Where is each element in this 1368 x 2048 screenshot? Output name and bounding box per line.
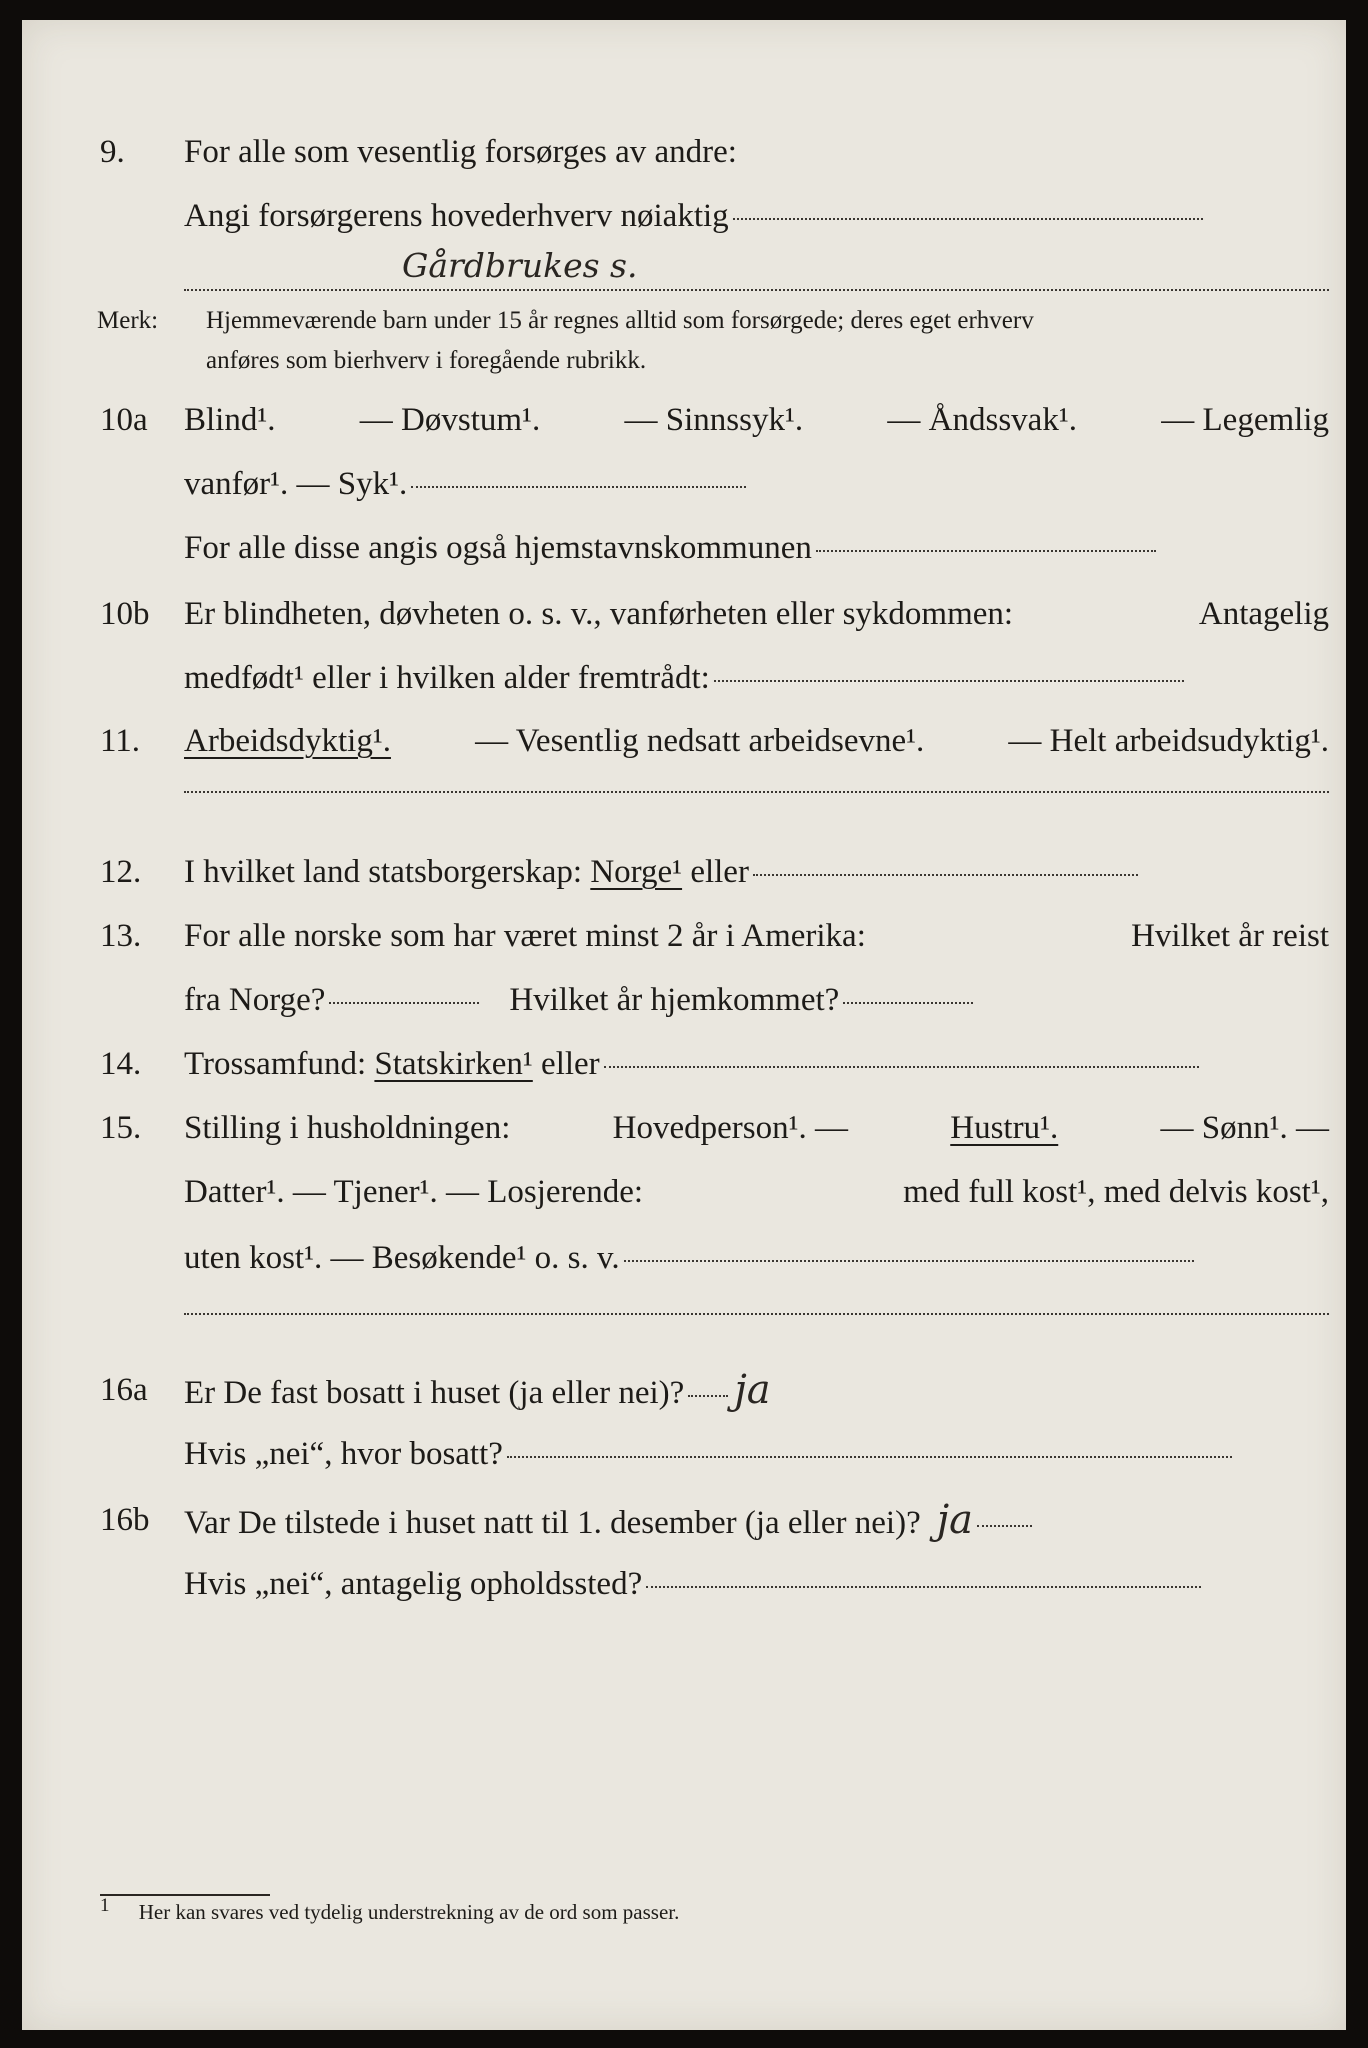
question-number: 13. bbox=[100, 918, 142, 954]
answer-dotted-line bbox=[753, 873, 1138, 876]
handwritten-answer: ja bbox=[734, 1367, 771, 1413]
question-9 bbox=[22, 128, 1346, 176]
question-number: 15. bbox=[100, 1110, 142, 1146]
question-text: Er blindheten, døvheten o. s. v., vanførheten eller sykdommen: Antagelig bbox=[184, 596, 1329, 632]
question-number: 16b bbox=[100, 1502, 150, 1538]
question-10a-line-3 bbox=[22, 524, 1346, 572]
answer-dotted-line bbox=[329, 1001, 479, 1004]
question-9-answer bbox=[22, 242, 1346, 290]
answer-dotted-line bbox=[688, 1394, 728, 1397]
question-number: 10b bbox=[100, 596, 150, 632]
footnote-rule bbox=[100, 1894, 270, 1896]
question-number: 11. bbox=[100, 723, 141, 759]
question-9-line-2 bbox=[22, 192, 1346, 240]
question-text: For alle norske som har været minst 2 år i Amerika: Hvilket år reist bbox=[184, 918, 1329, 954]
question-number: 14. bbox=[100, 1046, 142, 1082]
note-text: anføres som bierhverv i foregående rubrikk. bbox=[206, 347, 647, 374]
question-text: I hvilket land statsborgerskap: Norge¹ eller bbox=[184, 848, 1138, 896]
question-15 bbox=[22, 1104, 1346, 1152]
question-10b-line-2 bbox=[22, 654, 1346, 702]
question-text: vanfør¹. — Syk¹. bbox=[184, 460, 746, 508]
census-form-page bbox=[22, 20, 1346, 2030]
footnote: 1 Her kan svares ved tydelig understrekning av de ord som passer. bbox=[100, 1895, 680, 1924]
answer-dotted-line bbox=[507, 1455, 1232, 1458]
question-text: Hvis „nei“, hvor bosatt? bbox=[184, 1430, 1232, 1478]
question-number: 10a bbox=[100, 402, 148, 438]
question-10a-line-2 bbox=[22, 460, 1346, 508]
underlined-answer: Arbeidsdyktig¹. bbox=[184, 723, 391, 759]
question-12 bbox=[22, 848, 1346, 896]
question-text: Er De fast bosatt i huset (ja eller nei)? ja bbox=[184, 1367, 771, 1413]
answer-dotted-line bbox=[977, 1524, 1032, 1527]
question-number: 9. bbox=[100, 134, 125, 170]
question-10b bbox=[22, 590, 1346, 638]
question-text: For alle som vesentlig forsørges av andre: bbox=[184, 134, 737, 170]
question-13-line-2 bbox=[22, 976, 1346, 1024]
question-text: Var De tilstede i huset natt til 1. desember (ja eller nei)? ja bbox=[184, 1496, 1032, 1547]
answer-dotted-line bbox=[604, 1065, 1199, 1068]
question-text: medfødt¹ eller i hvilken alder fremtrådt: bbox=[184, 654, 1184, 702]
question-16b bbox=[22, 1496, 1346, 1544]
answer-dotted-line bbox=[624, 1259, 1194, 1262]
note-merk-line-2 bbox=[22, 343, 1346, 379]
question-text: Hvis „nei“, antagelig opholdssted? bbox=[184, 1560, 1201, 1608]
answer-dotted-line bbox=[646, 1585, 1201, 1588]
question-14 bbox=[22, 1040, 1346, 1088]
underlined-answer: Hustru¹. bbox=[950, 1110, 1059, 1146]
question-text: fra Norge? Hvilket år hjemkommet? bbox=[184, 976, 973, 1024]
question-11 bbox=[22, 717, 1346, 765]
answer-dotted-line bbox=[816, 549, 1156, 552]
note-label: Merk: bbox=[97, 307, 159, 334]
answer-dotted-line bbox=[714, 679, 1184, 682]
question-16a-line-2 bbox=[22, 1430, 1346, 1478]
handwritten-answer: ja bbox=[936, 1497, 973, 1543]
question-text: Angi forsørgerens hovederhverv nøiaktig bbox=[184, 192, 1203, 240]
answer-dotted-line bbox=[184, 1312, 1329, 1315]
handwritten-answer: Gårdbrukes s. bbox=[402, 246, 638, 285]
question-text: Blind¹. — Døvstum¹. — Sinnssyk¹. — Åndssvak¹. — Legemlig bbox=[184, 402, 1329, 438]
question-text: For alle disse angis også hjemstavnskommunen bbox=[184, 524, 1156, 572]
question-13 bbox=[22, 912, 1346, 960]
note-text: Hjemmeværende barn under 15 år regnes alltid som forsørgede; deres eget erhverv bbox=[206, 307, 1034, 334]
question-text: Trossamfund: Statskirken¹ eller bbox=[184, 1040, 1199, 1088]
question-10a bbox=[22, 396, 1346, 444]
underlined-answer: Statskirken¹ bbox=[374, 1046, 533, 1082]
note-merk bbox=[22, 303, 1346, 339]
question-text: uten kost¹. — Besøkende¹ o. s. v. bbox=[184, 1234, 1194, 1282]
question-16a bbox=[22, 1366, 1346, 1414]
question-15-line-3 bbox=[22, 1234, 1346, 1282]
answer-dotted-line bbox=[184, 288, 1329, 291]
question-text: Stilling i husholdningen: Hovedperson¹. — Hustru¹. — Sønn¹. — bbox=[184, 1104, 1329, 1152]
answer-dotted-line bbox=[184, 790, 1329, 793]
question-number: 16a bbox=[100, 1372, 148, 1408]
underlined-answer: Norge¹ bbox=[590, 854, 683, 890]
question-15-line-2 bbox=[22, 1168, 1346, 1216]
question-16b-line-2 bbox=[22, 1560, 1346, 1608]
question-number: 12. bbox=[100, 854, 142, 890]
question-text: Datter¹. — Tjener¹. — Losjerende: med full kost¹, med delvis kost¹, bbox=[184, 1174, 1329, 1210]
answer-dotted-line bbox=[411, 485, 746, 488]
answer-dotted-line bbox=[733, 217, 1203, 220]
question-text: Arbeidsdyktig¹. — Vesentlig nedsatt arbeidsevne¹. — Helt arbeidsudyktig¹. bbox=[184, 717, 1329, 765]
answer-dotted-line bbox=[843, 1001, 973, 1004]
